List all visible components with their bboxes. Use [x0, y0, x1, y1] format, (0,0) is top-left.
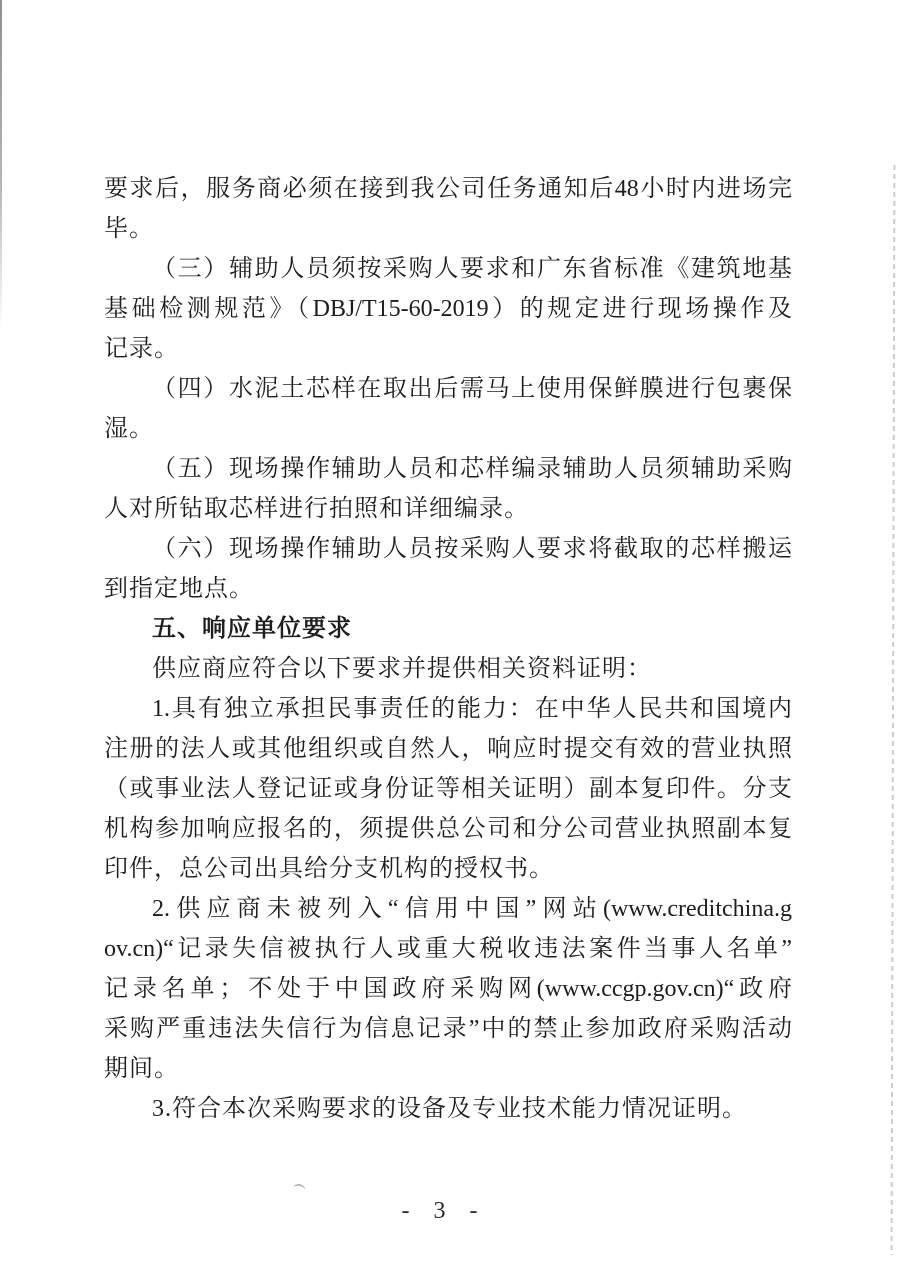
text-line: 基础检测规范》（DBJ/T15-60-2019）的规定进行现场操作及: [104, 296, 792, 322]
text-line: 印件，总公司出具给分支机构的授权书。: [104, 856, 554, 882]
scan-speck-artifact: [292, 1183, 305, 1195]
text-line: 记录。: [104, 336, 179, 362]
text-line: 注册的法人或其他组织或自然人，响应时提交有效的营业执照: [104, 736, 792, 762]
text-line: 到指定地点。: [104, 576, 254, 602]
text-line: 湿。: [104, 416, 154, 442]
text-line: 采购严重违法失信行为信息记录”中的禁止参加政府采购活动: [104, 1016, 792, 1042]
text-line: 期间。: [104, 1056, 179, 1082]
text-line: 人对所钻取芯样进行拍照和详细编录。: [104, 496, 529, 522]
text-line: （四）水泥土芯样在取出后需马上使用保鲜膜进行包裹保: [152, 376, 792, 402]
text-line: （或事业法人登记证或身份证等相关证明）副本复印件。分支: [104, 776, 792, 802]
text-line: 五、响应单位要求: [152, 616, 352, 642]
text-line: 供应商应符合以下要求并提供相关资料证明：: [152, 656, 652, 682]
text-line: （三）辅助人员须按采购人要求和广东省标准《建筑地基: [152, 256, 792, 282]
page-number: - 3 -: [401, 1198, 483, 1224]
text-line: 3.符合本次采购要求的设备及专业技术能力情况证明。: [152, 1096, 747, 1122]
page-footer: [0, 1198, 900, 1225]
text-line: 机构参加响应报名的，须提供总公司和分公司营业执照副本复: [104, 816, 792, 842]
text-line: （五）现场操作辅助人员和芯样编录辅助人员须辅助采购: [152, 456, 792, 482]
text-line: 要求后，服务商必须在接到我公司任务通知后48小时内进场完: [104, 176, 792, 202]
text-line: 1.具有独立承担民事责任的能力：在中华人民共和国境内: [152, 696, 792, 722]
scan-edge-artifact-right: [891, 165, 896, 1255]
text-line: （六）现场操作辅助人员按采购人要求将截取的芯样搬运: [152, 536, 792, 562]
scan-edge-artifact-left: [0, 0, 2, 330]
text-line: 记录名单；不处于中国政府采购网(www.ccgp.gov.cn)“政府: [104, 976, 792, 1002]
text-line: ov.cn)“记录失信被执行人或重大税收违法案件当事人名单”: [104, 936, 792, 962]
text-block: [104, 169, 792, 1129]
text-line: 毕。: [104, 216, 154, 242]
text-line: 2.供应商未被列入“信用中国”网站(www.creditchina.g: [152, 896, 792, 922]
